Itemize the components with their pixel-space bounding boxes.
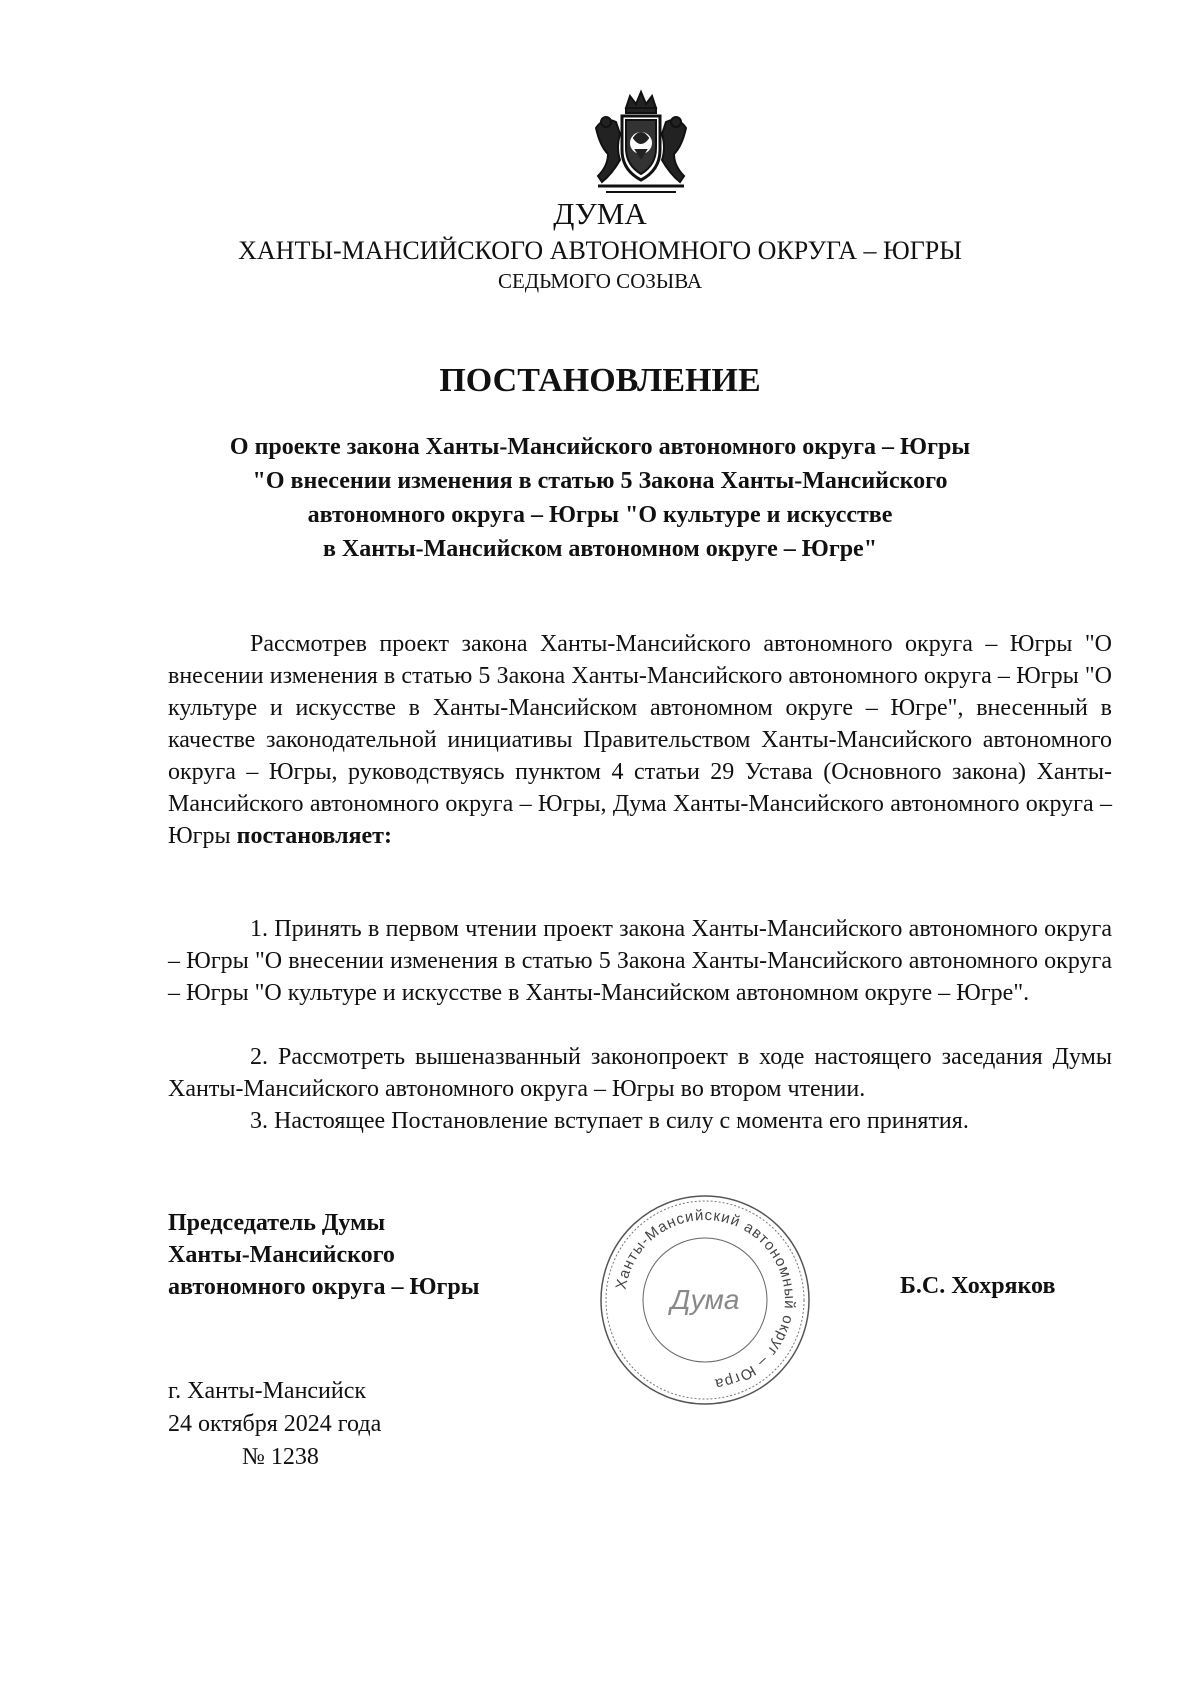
resolves-word: постановляет:	[236, 823, 392, 849]
resolution-item: 3. Настоящее Постановление вступает в силу с момента его принятия.	[250, 1108, 969, 1134]
resolution-item: 1. Принять в первом чтении проект закона Ханты-Мансийского автономного округа – Югры "О внесении изменения в статью 5 Закона Ханты-Мансийского автономного округа – Югры "О культуре и искусстве в Ханты-Мансийском автономном округе – Югре".	[168, 916, 1112, 1006]
coat-of-arms-icon	[586, 88, 696, 198]
document-type: ПОСТАНОВЛЕНИЕ	[439, 362, 761, 399]
issue-place: г. Ханты-Мансийск	[168, 1378, 367, 1404]
resolution-item: 2. Рассмотреть вышеназванный законопроект в ходе настоящего заседания Думы Ханты-Мансийского автономного округа – Югры во втором чтении.	[168, 1044, 1112, 1102]
signer-name: Б.С. Хохряков	[900, 1273, 1056, 1299]
stamp-ring-text: Ханты-Мансийский автономный округ – Югра	[612, 1206, 799, 1393]
org-title: ДУМА	[553, 196, 647, 231]
preamble-text: Рассмотрев проект закона Ханты-Мансийского автономного округа – Югры "О внесении изменения в статью 5 Закона Ханты-Мансийского автономного округа – Югры "О культуре и искусстве в Ханты-Мансийском автономном округе – Югре", внесенный в качестве законодательной инициативы Правительством Ханты-Мансийского автономного округа – Югры, руководствуясь пунктом 4 статьи 29 Устава (Основного закона) Ханты-Мансийского автономного округа – Югры, Дума Ханты-Мансийского автономного округа – Югры	[168, 631, 1112, 849]
official-stamp	[590, 1185, 820, 1415]
stamp-center-text: Дума	[670, 1284, 740, 1315]
subject-line: в Ханты-Мансийском автономном округе – Югре"	[322, 536, 878, 562]
signer-position-line: Председатель Думы	[168, 1210, 386, 1236]
signer-position	[168, 1207, 479, 1303]
signer-position-line: автономного округа – Югры	[168, 1274, 480, 1300]
subject-line: О проекте закона Ханты-Мансийского автономного округа – Югры	[229, 434, 971, 460]
document-number: № 1238	[242, 1444, 319, 1470]
preamble-paragraph	[168, 628, 1112, 852]
signer-position-line: Ханты-Мансийского	[168, 1242, 395, 1268]
place-date-block	[168, 1375, 381, 1474]
org-convocation: СЕДЬМОГО СОЗЫВА	[497, 269, 703, 293]
org-region: ХАНТЫ-МАНСИЙСКОГО АВТОНОМНОГО ОКРУГА – ЮГРЫ	[238, 236, 962, 265]
subject-line: "О внесении изменения в статью 5 Закона Ханты-Мансийского	[252, 468, 948, 494]
subject-line: автономного округа – Югры "О культуре и искусстве	[307, 502, 893, 528]
issue-date: 24 октября 2024 года	[168, 1411, 382, 1437]
document-subject	[150, 430, 1050, 566]
